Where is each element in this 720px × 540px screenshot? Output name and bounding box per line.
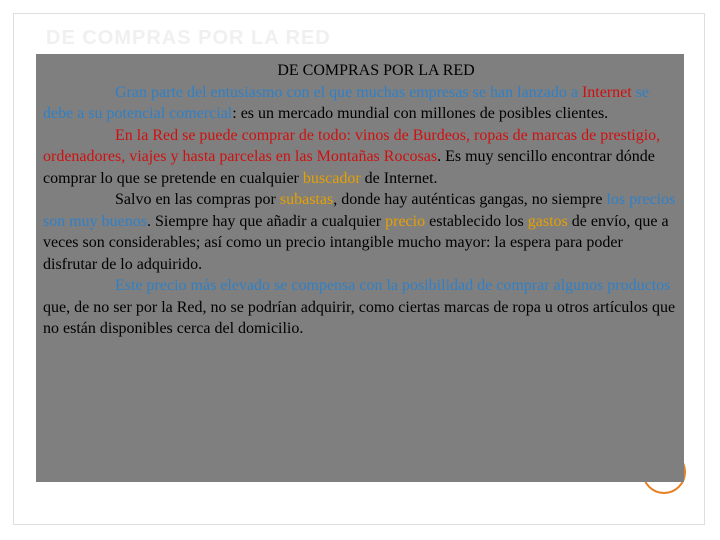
p4-highlight-blue: Este precio más elevado se compensa con la posibilidad de comprar algunos productos [115,277,671,294]
panel-title: DE COMPRAS POR LA RED [277,62,475,79]
p3-text-5: de envío, que a veces son considerables; así como un precio intangible mucho mayor: la espera para poder disfrutar de lo adquirido. [43,212,669,273]
p3-gastos: gastos [527,212,568,230]
paragraph-1 [43,82,679,125]
p1-highlight-blue-2: se debe a su potencial comercial [43,83,650,122]
p1-text: : es un mercado mundial con millones de posibles clientes. [232,105,609,122]
p3-text-3: . Siempre hay que añadir a cualquier [147,212,386,230]
p2-buscador: buscador [302,169,361,187]
p3-precios-highlight: los precios son muy buenos [43,191,676,230]
slide-content [43,60,679,340]
p3-precio: precio [385,212,426,230]
p3-text: Salvo en las compras por [115,191,280,208]
p2-highlight-red: En la Red se puede comprar de todo: vinos de Burdeos, ropas de marcas de prestigio, ordenadores, viajes y hasta parcelas en las Montañas Rocosas [43,126,661,165]
p3-subastas: subastas [279,191,334,208]
p3-text-4: establecido los [425,212,528,230]
paragraph-3 [43,189,679,275]
paragraph-4 [43,275,679,340]
p3-text-2: , donde hay auténticas gangas, no siempre [333,191,607,208]
p2-text-end: de Internet. [360,169,438,187]
paragraph-2 [43,125,679,190]
slide-ghost-title: DE COMPRAS POR LA RED [46,27,331,49]
p1-internet-link: Internet [581,83,632,101]
p1-highlight-blue: Gran parte del entusiasmo con el que muchas empresas se han lanzado a [115,83,582,101]
p2-text: . Es muy sencillo encontrar dónde comprar lo que se pretende en cualquier [43,148,655,187]
p4-text: que, de no ser por la Red, no se podrían adquirir, como ciertas marcas de ropa u otros artículos que no están disponibles cerca del domicilio. [43,298,676,337]
